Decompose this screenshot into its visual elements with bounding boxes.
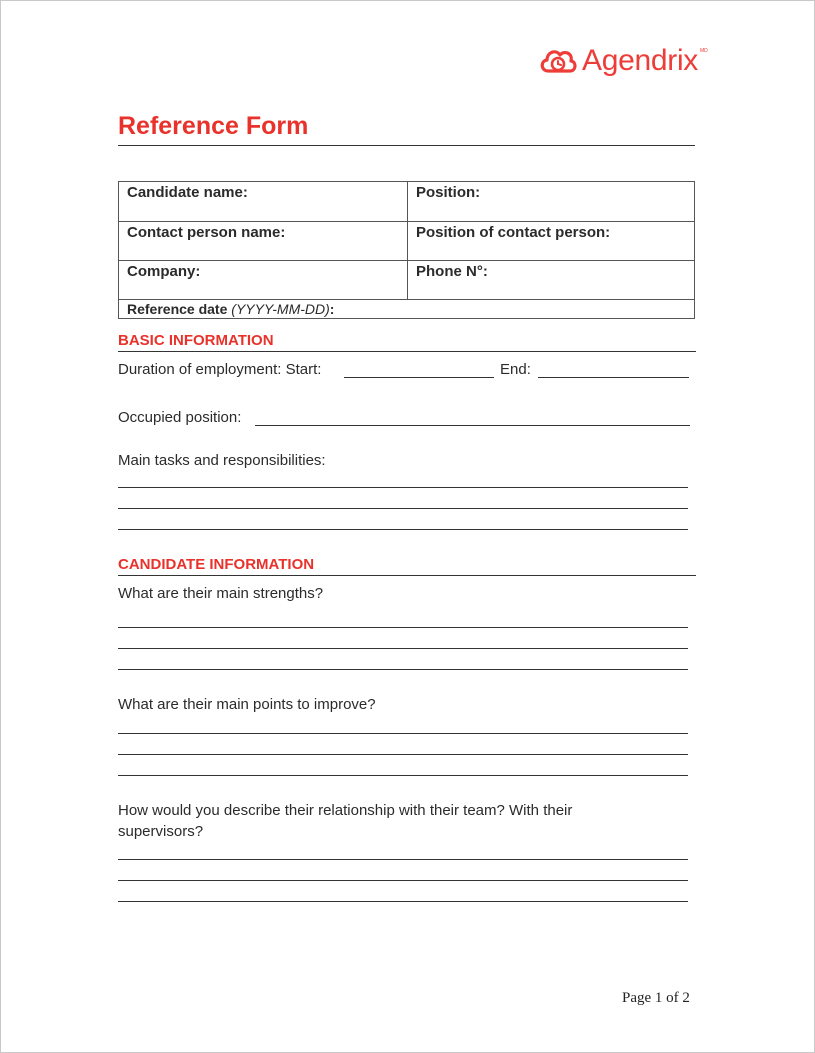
phone-label: Phone N°: bbox=[416, 263, 488, 280]
relationship-question-line1: How would you describe their relationship with their team? With their bbox=[118, 802, 573, 819]
brand-mark: MD bbox=[700, 48, 708, 54]
main-tasks-line[interactable] bbox=[118, 529, 688, 530]
strengths-line[interactable] bbox=[118, 669, 688, 670]
page-number: Page 1 of 2 bbox=[622, 990, 690, 1006]
position-field[interactable] bbox=[408, 182, 695, 222]
candidate-name-field[interactable] bbox=[119, 182, 408, 222]
agendrix-logo bbox=[538, 44, 708, 78]
start-date-line[interactable] bbox=[344, 377, 494, 378]
cloud-clock-icon bbox=[538, 44, 578, 78]
improve-question: What are their main points to improve? bbox=[118, 696, 376, 713]
page-title: Reference Form bbox=[118, 112, 309, 140]
end-label: End: bbox=[500, 361, 531, 378]
relationship-line[interactable] bbox=[118, 859, 688, 860]
main-tasks-line[interactable] bbox=[118, 508, 688, 509]
contact-position-label: Position of contact person: bbox=[416, 224, 611, 241]
phone-field[interactable] bbox=[408, 261, 695, 300]
basic-info-heading: BASIC INFORMATION bbox=[118, 332, 274, 349]
candidate-info-divider bbox=[118, 575, 696, 576]
reference-date-field[interactable] bbox=[119, 300, 695, 319]
candidate-info-heading: CANDIDATE INFORMATION bbox=[118, 556, 315, 573]
strengths-line[interactable] bbox=[118, 627, 688, 628]
company-field[interactable] bbox=[119, 261, 408, 300]
strengths-line[interactable] bbox=[118, 648, 688, 649]
occupied-position-line[interactable] bbox=[255, 425, 690, 426]
main-tasks-label: Main tasks and responsibilities: bbox=[118, 452, 326, 469]
main-tasks-line[interactable] bbox=[118, 487, 688, 488]
relationship-line[interactable] bbox=[118, 901, 688, 902]
candidate-name-label: Candidate name: bbox=[127, 184, 248, 201]
candidate-info-table bbox=[118, 181, 695, 319]
reference-date-label: Reference date bbox=[127, 301, 232, 317]
occupied-position-label: Occupied position: bbox=[118, 409, 242, 426]
reference-date-colon: : bbox=[329, 301, 335, 317]
reference-date-format: (YYYY-MM-DD) bbox=[231, 301, 330, 317]
improve-line[interactable] bbox=[118, 754, 688, 755]
basic-info-divider bbox=[118, 351, 696, 352]
contact-position-field[interactable] bbox=[408, 222, 695, 261]
contact-person-name-field[interactable] bbox=[119, 222, 408, 261]
improve-line[interactable] bbox=[118, 775, 688, 776]
relationship-line[interactable] bbox=[118, 880, 688, 881]
company-label: Company: bbox=[127, 263, 201, 280]
title-divider bbox=[118, 145, 695, 146]
strengths-question: What are their main strengths? bbox=[118, 585, 324, 602]
brand-name: Agendrix bbox=[582, 44, 699, 77]
improve-line[interactable] bbox=[118, 733, 688, 734]
duration-label: Duration of employment: Start: bbox=[118, 361, 322, 378]
end-date-line[interactable] bbox=[538, 377, 689, 378]
position-label: Position: bbox=[416, 184, 481, 201]
contact-person-name-label: Contact person name: bbox=[127, 224, 286, 241]
relationship-question-line2: supervisors? bbox=[118, 823, 204, 840]
